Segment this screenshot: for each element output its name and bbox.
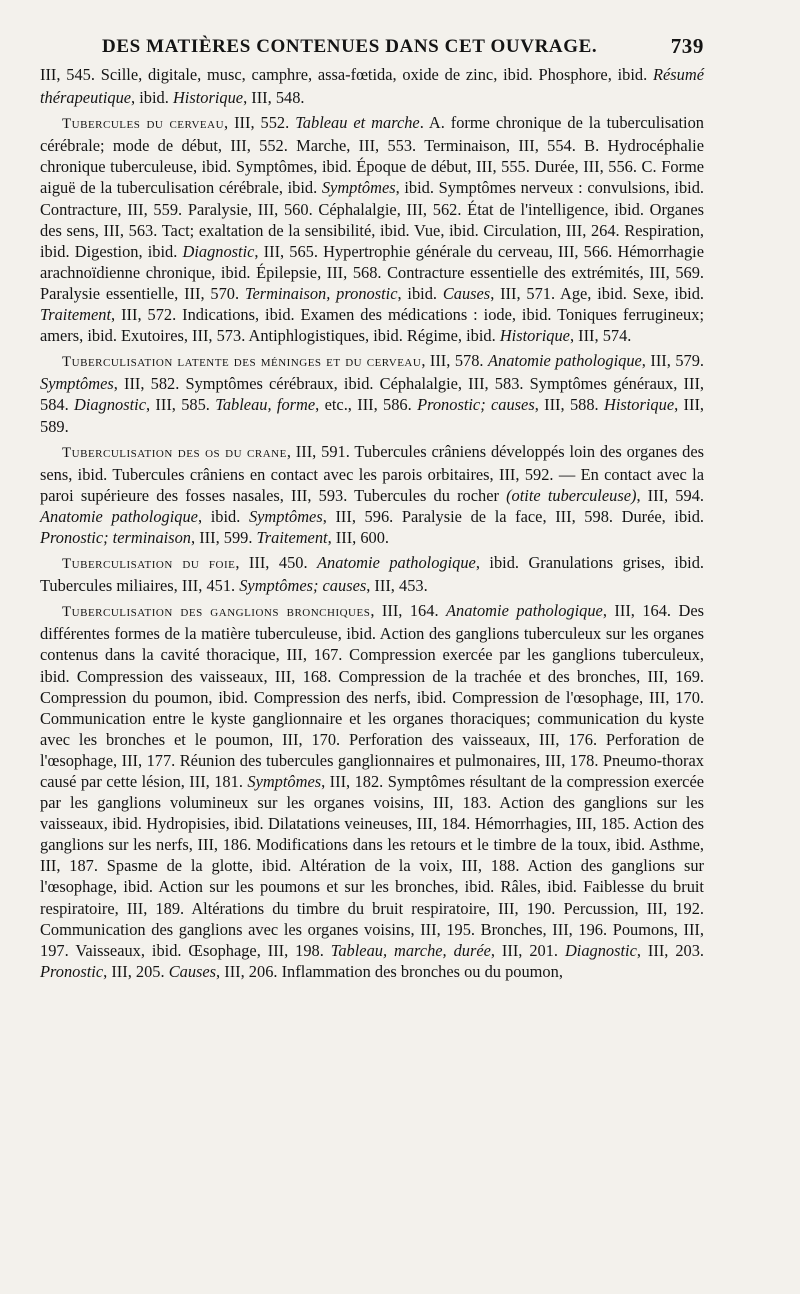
entry-segment-italic: Diagnostic <box>74 395 146 415</box>
entry-segment: . A. forme chronique de la tuberculisation cérébrale; mode de début, III, 552. Marche, III, 553. Terminaison, III, 554. B. Hydrocéphalie chronique tuberculeuse, ibid. Symptômes, ibid. Époque de début, III, 555. Durée, III, 556. C. Forme aiguë de la tuberculisation cérébrale, ibid. <box>40 113 705 198</box>
entry-segment-italic: Anatomie pathologique <box>446 601 603 621</box>
entry-heading: Tuberculisation des ganglions bronchiques <box>62 604 371 621</box>
entry-segment: , III, 565. Hypertrophie générale du cerveau, III, 566. Hémorrhagie arachnoïdienne chronique, ibid. Épilepsie, III, 568. Contracture essentielle des extrémités, III, 569. Paralysie essentielle, III, 570. <box>40 241 704 303</box>
entry-segment-italic: Terminaison, pronostic <box>244 283 398 303</box>
entry-segment-italic: Anatomie pathologique <box>317 553 476 573</box>
entry-segment: , III, 201. <box>490 940 565 960</box>
entry-segment: , III, 574. <box>569 326 632 346</box>
entry-segment-italic: Symptômes <box>248 506 323 526</box>
entry-segment-italic: Symptômes <box>247 772 322 791</box>
entry-segment: , III, 552. <box>224 113 296 133</box>
entry-segment-italic: Symptômes <box>40 374 114 394</box>
entry-segment-italic: Symptômes; causes <box>239 576 367 596</box>
entry-segment: , ibid. <box>197 506 249 526</box>
entry-segment: , III, 579. <box>641 351 705 371</box>
entry-segment-italic: Pronostic; causes <box>417 395 535 415</box>
entry-segment: , III, 600. <box>327 527 390 547</box>
entry-segment-italic: Symptômes <box>321 178 396 198</box>
entry-segment-italic: Historique <box>499 326 570 346</box>
entry-segment: , III, 572. Indications, ibid. Examen des médications : iode, ibid. Toniques ferrugineux; amers, ibid. Exutoires, III, 573. Antiphlogistiques, ibid. Régime, ibid. <box>40 305 704 346</box>
entry-segment: , III, 206. Inflammation des bronches ou du poumon, <box>216 961 563 981</box>
entry-segment: , ibid. <box>131 88 173 108</box>
entry-segment: , III, 596. Paralysie de la face, III, 598. Durée, ibid. <box>322 506 705 526</box>
entry-segment: , III, 578. <box>421 351 488 371</box>
entry-segment: , III, 548. <box>243 88 305 108</box>
entry-segment-italic: Tableau et marche <box>295 113 420 133</box>
entry-segment-italic: Pronostic <box>40 961 104 981</box>
entry-heading: Tuberculisation du foie <box>62 556 236 573</box>
entry-segment: III, 545. Scille, digitale, musc, camphre, assa-fœtida, oxide de zinc, ibid. Phosphore, ibid. <box>40 65 654 84</box>
index-entry <box>40 552 704 596</box>
entry-segment: , III, 599. <box>191 527 257 547</box>
entry-segment: , III, 588. <box>534 395 604 415</box>
entry-segment: , ibid. Granulations grises, ibid. Tubercules miliaires, III, 451. <box>40 553 705 596</box>
entry-segment: , III, 164. Des différentes formes de la matière tuberculeuse, ibid. Action des ganglions tuberculeux sur les organes contenus dans la cavité thoracique, III, 167. Compression exercée par les ganglions tuberculeux, ibid. Compression des vaisseaux, III, 168. Compression de la trachée et des bronches, III, 169. Compression du poumon, ibid. Compression des nerfs, ibid. Compression de l'œsophage, III, 170. Communication entre le kyste ganglionnaire et les organes thoraciques; communication du kyste avec les bronches et le poumon, III, 170. Perforation des vaisseaux, III, 176. Perforation de l'œsophage, III, 177. Réunion des tubercules ganglionnaires et pulmonaires, III, 178. Pneumo-thorax causé par cette lésion, III, 181. <box>40 601 704 791</box>
entry-segment: , III, 182. Symptômes résultant de la compression exercée par les ganglions volumineux sur les organes voisins, III, 183. Action des ganglions sur les vaisseaux, ibid. Hydropisies, ibid. Dilatations veineuses, III, 184. Hémorrhagies, III, 185. Action des ganglions sur les nerfs, III, 186. Modifications dans les retours et le timbre de la toux, ibid. Asthme, III, 187. Spasme de la glotte, ibid. Altération de la voix, III, 188. Action des ganglions sur l'œsophage, ibid. Action sur les poumons et sur les bronches, ibid. Râles, ibid. Faiblesse du bruit respiratoire, III, 189. Altérations du timbre du bruit respiratoire, III, 190. Percussion, III, 192. Communication des ganglions avec les organes voisins, III, 195. Bronches, III, 196. Poumons, III, 197. Vaisseaux, ibid. Œsophage, III, 198. <box>40 772 704 960</box>
entry-segment-italic: Tableau, forme <box>215 395 316 415</box>
running-header <box>40 34 704 64</box>
entry-segment-italic: Traitement <box>256 527 328 547</box>
index-entry <box>40 350 704 436</box>
entry-segment: , etc., III, 586. <box>315 395 418 415</box>
entry-segment: , III, 582. Symptômes cérébraux, ibid. Céphalalgie, III, 583. Symptômes généraux, III, 584. <box>40 374 704 415</box>
entry-segment-italic: Anatomie pathologique <box>488 351 642 371</box>
index-entry <box>40 600 704 982</box>
entry-segment-italic: Tableau, marche, durée <box>330 940 491 960</box>
entry-segment-italic: Anatomie pathologique <box>40 506 198 526</box>
entry-segment: , III, 589. <box>40 395 705 436</box>
index-entry <box>40 64 704 108</box>
running-title: DES MATIÈRES CONTENUES DANS CET OUVRAGE. <box>102 36 598 57</box>
index-entry <box>40 441 704 548</box>
entry-heading: Tuberculisation des os du crane <box>62 444 287 461</box>
entry-segment: , III, 585. <box>145 395 216 415</box>
entry-segment-italic: Causes <box>442 283 491 303</box>
entry-segment-italic: Diagnostic <box>564 940 637 960</box>
index-entry <box>40 112 704 346</box>
entry-segment-italic: Pronostic; terminaison <box>40 527 191 547</box>
entry-segment: , III, 450. <box>235 553 318 573</box>
entry-segment-italic: Historique <box>603 395 675 415</box>
entry-segment: , III, 203. <box>636 940 705 960</box>
entry-segment: , III, 164. <box>370 601 447 621</box>
entry-segment: , III, 591. Tubercules crâniens développés loin des organes des sens, ibid. Tubercules crâniens en contact avec les parois orbitaires, III, 592. — En contact avec la paroi supérieure des fosses nasales, III, 593. Tubercules du rocher <box>40 441 704 505</box>
page-number: 739 <box>670 34 704 58</box>
index-text <box>40 64 704 982</box>
entry-segment-italic: Historique <box>172 88 244 108</box>
entry-segment: , III, 594. <box>636 485 704 505</box>
entry-segment: , III, 205. <box>103 961 169 981</box>
entry-segment: , ibid. Symptômes nerveux : convulsions, ibid. Contracture, III, 559. Paralysie, III, 560. Céphalalgie, III, 562. État de l'intelligence, ibid. Organes des sens, III, 563. Tact; exaltation de la sensibilité, ibid. Vue, ibid. Circulation, III, 264. Respiration, ibid. Digestion, ibid. <box>40 178 704 261</box>
entry-segment-italic: Traitement <box>40 305 112 325</box>
entry-segment-italic: Résumé thérapeutique <box>40 65 704 108</box>
entry-segment: , III, 453. <box>366 576 428 596</box>
entry-heading: Tubercules du cerveau <box>62 116 225 133</box>
entry-segment: , ibid. <box>397 283 443 303</box>
entry-segment: , III, 571. Age, ibid. Sexe, ibid. <box>490 283 704 303</box>
entry-segment-italic: Diagnostic <box>182 241 255 261</box>
entry-heading: Tuberculisation latente des méninges et du cerveau <box>62 354 422 371</box>
entry-segment-italic: Causes <box>168 961 217 981</box>
entry-segment-italic: (otite tuberculeuse) <box>506 485 637 505</box>
